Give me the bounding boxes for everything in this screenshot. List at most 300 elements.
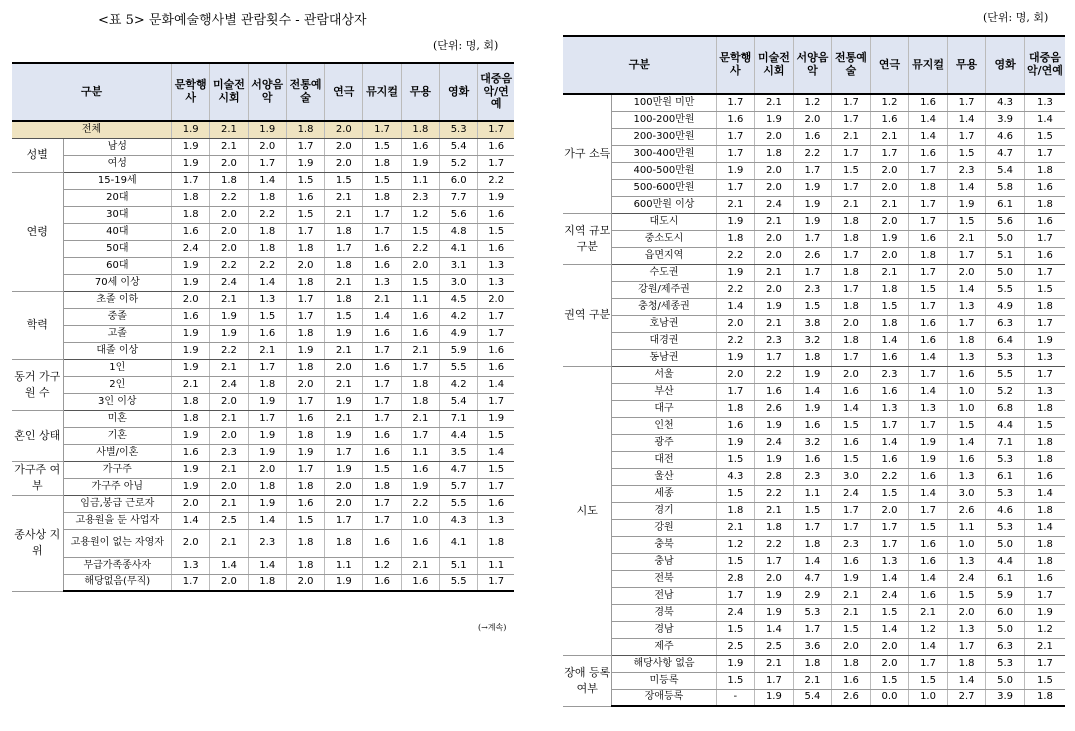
cell-value: 1.3 — [172, 557, 210, 574]
table-row — [563, 247, 1065, 264]
cell-value: 1.5 — [401, 223, 439, 240]
cell-value: 1.5 — [947, 145, 986, 162]
cell-value: 1.6 — [947, 366, 986, 383]
cell-value: 1.5 — [716, 485, 755, 502]
cell-value: 3.0 — [440, 274, 478, 291]
cell-value: 1.5 — [909, 281, 948, 298]
cell-value: 2.3 — [870, 366, 909, 383]
cell-value: 3.9 — [986, 689, 1025, 706]
group-label: 학력 — [12, 291, 63, 359]
header-col: 연극 — [870, 36, 909, 94]
cell-value: 1.4 — [909, 349, 948, 366]
cell-value: 1.6 — [909, 553, 948, 570]
cell-value: 7.7 — [440, 189, 478, 206]
table-row — [563, 553, 1065, 570]
group-label: 장애 등록 여부 — [563, 655, 612, 706]
cell-value: 2.1 — [325, 410, 363, 427]
cell-value: 1.5 — [832, 162, 871, 179]
cell-value: 1.7 — [832, 94, 871, 111]
group-label: 지역 규모 구분 — [563, 213, 612, 264]
cell-value: 6.1 — [986, 468, 1025, 485]
cell-value: 1.5 — [286, 206, 324, 223]
cell-value: 5.3 — [986, 519, 1025, 536]
cell-value: 2.1 — [832, 587, 871, 604]
cell-value: 5.4 — [986, 162, 1025, 179]
cell-value: 1.7 — [1024, 264, 1065, 281]
cell-value: 1.4 — [716, 298, 755, 315]
row-label: 전남 — [612, 587, 716, 604]
row-label: 부산 — [612, 383, 716, 400]
cell-value: 5.4 — [793, 689, 832, 706]
cell-value: 1.6 — [1024, 213, 1065, 230]
cell-value: 4.3 — [716, 468, 755, 485]
continued-note: (→계속) — [478, 623, 507, 632]
cell-value: 2.4 — [210, 274, 248, 291]
cell-value: 1.2 — [793, 94, 832, 111]
group-label: 종사상 지위 — [12, 495, 63, 591]
row-label: 40대 — [63, 223, 171, 240]
cell-value: 1.7 — [909, 502, 948, 519]
cell-value: 1.9 — [716, 434, 755, 451]
cell-value: 2.4 — [947, 570, 986, 587]
row-label: 200-300만원 — [612, 128, 716, 145]
cell-value: 2.2 — [870, 468, 909, 485]
row-label: 20대 — [63, 189, 171, 206]
cell-value: 1.1 — [947, 519, 986, 536]
cell-value: 2.0 — [210, 223, 248, 240]
cell-value: 2.2 — [755, 366, 794, 383]
table-row — [563, 621, 1065, 638]
cell-value: 1.9 — [401, 478, 439, 495]
cell-value: 1.7 — [363, 393, 401, 410]
cell-value: 1.4 — [1024, 485, 1065, 502]
cell-value: 2.3 — [755, 332, 794, 349]
cell-value: 1.7 — [947, 94, 986, 111]
cell-value: 1.9 — [172, 478, 210, 495]
cell-value: 1.5 — [1024, 417, 1065, 434]
cell-value: 1.8 — [363, 478, 401, 495]
cell-value: 1.8 — [325, 529, 363, 557]
cell-value: 1.5 — [832, 451, 871, 468]
cell-value: 1.9 — [248, 495, 286, 512]
cell-value: 1.7 — [832, 349, 871, 366]
table-row — [563, 349, 1065, 366]
table-row — [563, 128, 1065, 145]
cell-value: 5.3 — [986, 349, 1025, 366]
cell-value: 2.1 — [755, 655, 794, 672]
cell-value: 4.6 — [986, 128, 1025, 145]
cell-value: 2.4 — [832, 485, 871, 502]
group-label: 시도 — [563, 366, 612, 655]
cell-value: 1.6 — [401, 308, 439, 325]
cell-value: 1.0 — [401, 512, 439, 529]
table-row — [12, 172, 514, 189]
row-label: 서울 — [612, 366, 716, 383]
cell-value: 1.8 — [832, 332, 871, 349]
cell-value: 2.0 — [793, 111, 832, 128]
cell-value: 5.5 — [440, 495, 478, 512]
table-row — [12, 257, 514, 274]
cell-value: 1.5 — [1024, 128, 1065, 145]
cell-value: 1.7 — [363, 495, 401, 512]
cell-value: 2.0 — [325, 359, 363, 376]
cell-value: 1.9 — [172, 359, 210, 376]
cell-value: 1.5 — [947, 417, 986, 434]
cell-value: 1.8 — [401, 393, 439, 410]
cell-value: 1.8 — [755, 145, 794, 162]
table-row — [12, 138, 514, 155]
table-row — [563, 655, 1065, 672]
cell-value: 1.8 — [248, 478, 286, 495]
cell-value: 2.0 — [947, 604, 986, 621]
cell-value: 1.9 — [248, 121, 286, 138]
cell-value: 1.7 — [1024, 230, 1065, 247]
row-label: 대구 — [612, 400, 716, 417]
table-row — [563, 672, 1065, 689]
cell-value: 2.2 — [716, 332, 755, 349]
cell-value: 2.0 — [325, 155, 363, 172]
header-category: 구분 — [12, 63, 172, 121]
cell-value: 1.8 — [286, 478, 324, 495]
cell-value: 1.8 — [210, 172, 248, 189]
cell-value: 2.0 — [755, 570, 794, 587]
cell-value: 1.6 — [363, 444, 401, 461]
cell-value: 1.6 — [832, 434, 871, 451]
row-label: 수도권 — [612, 264, 716, 281]
cell-value: 1.2 — [1024, 621, 1065, 638]
cell-value: 1.5 — [325, 172, 363, 189]
cell-value: 2.1 — [832, 196, 871, 213]
cell-value: 1.9 — [1024, 332, 1065, 349]
cell-value: 1.7 — [1024, 655, 1065, 672]
table-row — [12, 291, 514, 308]
cell-value: 1.5 — [870, 298, 909, 315]
cell-value: 1.8 — [325, 257, 363, 274]
row-label: 가구주 아님 — [63, 478, 171, 495]
cell-value: 2.3 — [793, 281, 832, 298]
cell-value: 1.8 — [716, 502, 755, 519]
cell-value: 1.4 — [870, 332, 909, 349]
row-label: 2인 — [63, 376, 171, 393]
cell-value: 1.7 — [401, 359, 439, 376]
cell-value: 1.7 — [870, 417, 909, 434]
cell-value: 6.0 — [986, 604, 1025, 621]
cell-value: 5.7 — [440, 478, 478, 495]
cell-value: 2.3 — [832, 536, 871, 553]
cell-value: 1.9 — [870, 230, 909, 247]
table-title: <표 5> 문화예술행사별 관람횟수 - 관람대상자 — [98, 13, 367, 28]
cell-value: 1.7 — [286, 223, 324, 240]
cell-value: 2.0 — [248, 461, 286, 478]
cell-value: 2.6 — [947, 502, 986, 519]
cell-value: 2.0 — [286, 574, 324, 591]
cell-value: 4.8 — [440, 223, 478, 240]
table-row — [563, 315, 1065, 332]
cell-value: 6.8 — [986, 400, 1025, 417]
cell-value: 1.7 — [832, 281, 871, 298]
cell-value: 1.8 — [286, 427, 324, 444]
cell-value: 5.5 — [440, 574, 478, 591]
table-row — [563, 332, 1065, 349]
cell-value: 1.9 — [172, 257, 210, 274]
cell-value: 1.6 — [401, 461, 439, 478]
cell-value: 1.8 — [1024, 434, 1065, 451]
row-label: 대졸 이상 — [63, 342, 171, 359]
cell-value: 1.7 — [832, 247, 871, 264]
header-col: 전통예술 — [286, 63, 324, 121]
cell-value: 2.0 — [248, 138, 286, 155]
cell-value: 1.8 — [172, 206, 210, 223]
cell-value: 2.0 — [870, 502, 909, 519]
cell-value: 1.1 — [401, 291, 439, 308]
row-label: 100-200만원 — [612, 111, 716, 128]
row-label: 500-600만원 — [612, 179, 716, 196]
cell-value: 1.8 — [716, 400, 755, 417]
cell-value: 1.6 — [909, 587, 948, 604]
cell-value: 1.6 — [909, 536, 948, 553]
cell-value: 2.1 — [210, 138, 248, 155]
header-col: 미술전시회 — [210, 63, 248, 121]
cell-value: 1.7 — [909, 366, 948, 383]
cell-value: 2.1 — [172, 376, 210, 393]
table-row — [563, 519, 1065, 536]
cell-value: 1.6 — [363, 240, 401, 257]
header-col: 문학행사 — [716, 36, 755, 94]
cell-value: 1.4 — [248, 274, 286, 291]
cell-value: 1.3 — [870, 553, 909, 570]
table-row — [12, 495, 514, 512]
cell-value: 1.8 — [1024, 689, 1065, 706]
unit-note-right: (단위: 명, 회) — [983, 11, 1049, 24]
cell-value: 1.9 — [716, 264, 755, 281]
cell-value: 1.6 — [1024, 247, 1065, 264]
cell-value: 1.4 — [947, 179, 986, 196]
cell-value: 1.8 — [401, 376, 439, 393]
cell-value: 2.2 — [793, 145, 832, 162]
table-row — [563, 145, 1065, 162]
cell-value: 1.5 — [363, 461, 401, 478]
cell-value: 1.7 — [755, 349, 794, 366]
cell-value: 1.9 — [325, 461, 363, 478]
cell-value: 1.7 — [478, 121, 514, 138]
cell-value: 1.5 — [793, 298, 832, 315]
cell-value: 1.9 — [325, 574, 363, 591]
cell-value: 2.0 — [870, 247, 909, 264]
row-label: 미혼 — [63, 410, 171, 427]
table-row — [563, 570, 1065, 587]
cell-value: 3.2 — [793, 434, 832, 451]
cell-value: 2.1 — [248, 342, 286, 359]
cell-value: 1.6 — [832, 672, 871, 689]
table-row — [12, 155, 514, 172]
cell-value: 2.1 — [793, 672, 832, 689]
table-row — [12, 512, 514, 529]
cell-value: 1.7 — [286, 393, 324, 410]
table-row — [12, 308, 514, 325]
row-label: 중졸 — [63, 308, 171, 325]
cell-value: 1.8 — [172, 410, 210, 427]
cell-value: 3.1 — [440, 257, 478, 274]
cell-value: 2.0 — [210, 427, 248, 444]
cell-value: 1.9 — [325, 427, 363, 444]
cell-value: 1.2 — [363, 557, 401, 574]
cell-value: 2.0 — [870, 655, 909, 672]
cell-value: 5.2 — [440, 155, 478, 172]
cell-value: 1.6 — [716, 417, 755, 434]
table-row — [12, 393, 514, 410]
row-label: 대전 — [612, 451, 716, 468]
cell-value: 2.0 — [325, 495, 363, 512]
cell-value: 1.7 — [793, 230, 832, 247]
cell-value: 1.7 — [832, 111, 871, 128]
cell-value: 1.8 — [325, 291, 363, 308]
cell-value: 5.8 — [986, 179, 1025, 196]
cell-value: 4.5 — [440, 291, 478, 308]
cell-value: 3.9 — [986, 111, 1025, 128]
cell-value: 1.7 — [1024, 145, 1065, 162]
cell-value: 1.9 — [172, 121, 210, 138]
table-row — [563, 451, 1065, 468]
cell-value: 1.8 — [947, 655, 986, 672]
cell-value: 1.6 — [363, 257, 401, 274]
cell-value: 1.9 — [286, 155, 324, 172]
cell-value: 1.6 — [1024, 468, 1065, 485]
cell-value: 1.8 — [248, 223, 286, 240]
table-row — [563, 111, 1065, 128]
table-row — [563, 264, 1065, 281]
row-label: 400-500만원 — [612, 162, 716, 179]
cell-value: 2.1 — [401, 342, 439, 359]
table-row — [12, 376, 514, 393]
cell-value: 2.0 — [870, 179, 909, 196]
cell-value: 1.4 — [793, 383, 832, 400]
table-row — [12, 223, 514, 240]
cell-value: 2.0 — [832, 366, 871, 383]
cell-value: 2.0 — [755, 179, 794, 196]
cell-value: 1.9 — [755, 417, 794, 434]
row-label: 미등록 — [612, 672, 716, 689]
cell-value: 1.5 — [947, 587, 986, 604]
cell-value: 1.9 — [755, 587, 794, 604]
cell-value: 1.4 — [172, 512, 210, 529]
cell-value: 1.6 — [401, 574, 439, 591]
cell-value: 1.5 — [909, 672, 948, 689]
cell-value: 2.0 — [210, 155, 248, 172]
row-label: 동남권 — [612, 349, 716, 366]
row-label: 호남권 — [612, 315, 716, 332]
row-label: 충남 — [612, 553, 716, 570]
cell-value: 1.7 — [909, 264, 948, 281]
cell-value: 2.2 — [755, 485, 794, 502]
cell-value: 1.7 — [1024, 587, 1065, 604]
cell-value: 1.3 — [947, 298, 986, 315]
cell-value: 5.0 — [986, 621, 1025, 638]
cell-value: 4.7 — [440, 461, 478, 478]
cell-value: 2.2 — [755, 536, 794, 553]
cell-value: 1.5 — [286, 512, 324, 529]
cell-value: 5.3 — [986, 485, 1025, 502]
cell-value: 5.1 — [440, 557, 478, 574]
cell-value: 1.7 — [363, 512, 401, 529]
header-col: 뮤지컬 — [909, 36, 948, 94]
cell-value: 1.4 — [363, 308, 401, 325]
cell-value: 1.6 — [870, 451, 909, 468]
cell-value: 2.0 — [286, 257, 324, 274]
table-row — [12, 574, 514, 591]
cell-value: 1.6 — [286, 189, 324, 206]
cell-value: 1.7 — [401, 427, 439, 444]
cell-value: 4.7 — [793, 570, 832, 587]
row-label: 울산 — [612, 468, 716, 485]
cell-value: 4.3 — [440, 512, 478, 529]
cell-value: 1.5 — [363, 138, 401, 155]
cell-value: 2.2 — [401, 495, 439, 512]
cell-value: 1.7 — [870, 519, 909, 536]
cell-value: 1.6 — [1024, 179, 1065, 196]
cell-value: 1.9 — [248, 393, 286, 410]
cell-value: 1.6 — [478, 342, 514, 359]
header-col: 영화 — [986, 36, 1025, 94]
cell-value: 1.7 — [870, 536, 909, 553]
cell-value: 1.5 — [793, 502, 832, 519]
cell-value: 2.1 — [363, 291, 401, 308]
cell-value: 1.7 — [248, 359, 286, 376]
cell-value: 1.9 — [210, 325, 248, 342]
cell-value: 1.4 — [947, 434, 986, 451]
cell-value: 1.7 — [909, 655, 948, 672]
cell-value: 1.1 — [325, 557, 363, 574]
table-row — [563, 383, 1065, 400]
cell-value: 1.6 — [478, 206, 514, 223]
cell-value: 2.1 — [401, 557, 439, 574]
cell-value: 1.9 — [401, 155, 439, 172]
unit-note-left: (단위: 명, 회) — [433, 39, 499, 52]
cell-value: 2.7 — [947, 689, 986, 706]
cell-value: 1.4 — [755, 621, 794, 638]
cell-value: 2.2 — [210, 257, 248, 274]
cell-value: 1.8 — [832, 213, 871, 230]
cell-value: 2.5 — [755, 638, 794, 655]
cell-value: 2.6 — [755, 400, 794, 417]
cell-value: 1.9 — [248, 427, 286, 444]
cell-value: 1.8 — [947, 332, 986, 349]
cell-value: 2.4 — [870, 587, 909, 604]
cell-value: 5.1 — [986, 247, 1025, 264]
cell-value: 2.0 — [172, 291, 210, 308]
cell-value: 1.7 — [286, 291, 324, 308]
cell-value: 2.0 — [716, 315, 755, 332]
cell-value: 2.0 — [210, 206, 248, 223]
cell-value: 1.9 — [793, 213, 832, 230]
cell-value: 1.8 — [755, 519, 794, 536]
cell-value: 6.1 — [986, 196, 1025, 213]
row-label: 여성 — [63, 155, 171, 172]
cell-value: 2.3 — [210, 444, 248, 461]
table-row — [12, 274, 514, 291]
cell-value: 2.2 — [478, 172, 514, 189]
cell-value: 2.9 — [793, 587, 832, 604]
cell-value: 1.4 — [1024, 111, 1065, 128]
cell-value: 1.0 — [947, 536, 986, 553]
row-label: 초졸 이하 — [63, 291, 171, 308]
cell-value: 1.7 — [947, 638, 986, 655]
cell-value: 1.7 — [1024, 315, 1065, 332]
cell-value: 5.4 — [440, 138, 478, 155]
row-label: 사별/이혼 — [63, 444, 171, 461]
cell-value: 1.8 — [832, 298, 871, 315]
cell-value: 4.6 — [986, 502, 1025, 519]
cell-value: 1.8 — [286, 240, 324, 257]
